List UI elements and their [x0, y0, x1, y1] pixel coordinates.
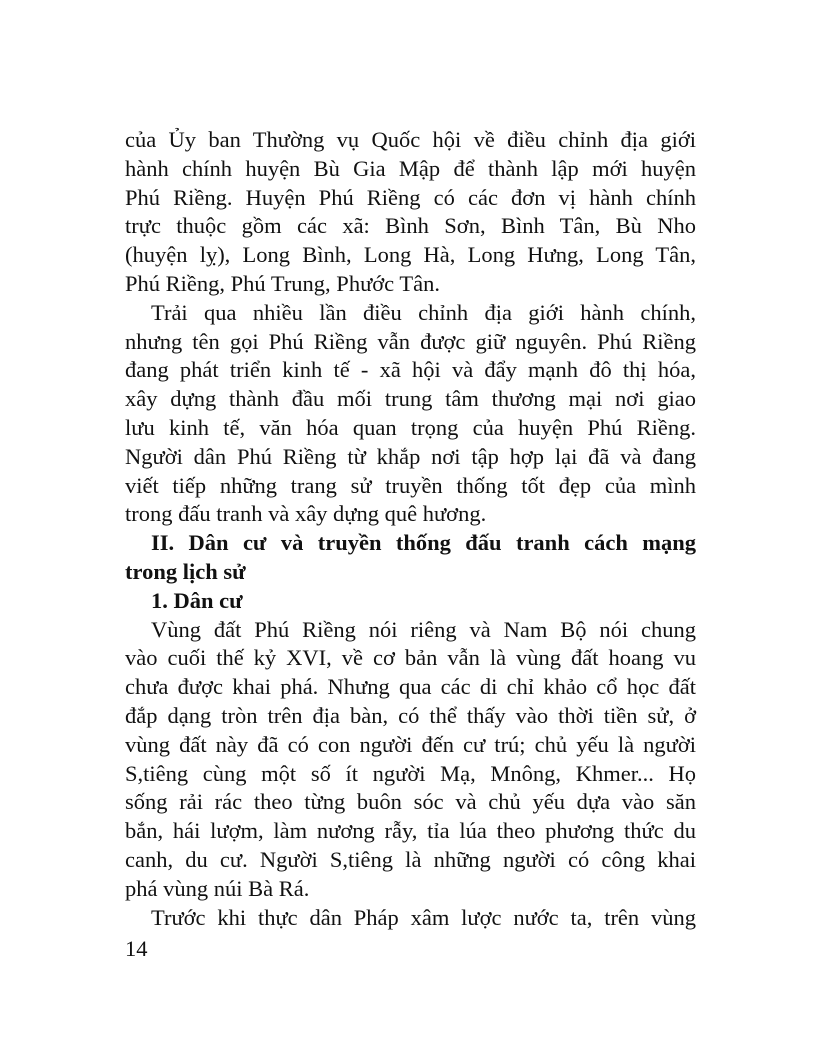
subsection-heading — [125, 587, 696, 616]
paragraph — [125, 126, 696, 299]
page-body — [125, 126, 696, 932]
text-line: Phú Riềng. Huyện Phú Riềng có các đơn vị hành chính — [125, 184, 696, 210]
paragraph — [125, 616, 696, 904]
text-line: đang phát triển kinh tế - xã hội và đẩy mạnh đô thị hóa, — [125, 357, 696, 383]
text-line: sống rải rác theo từng buôn sóc và chủ yếu dựa vào săn — [125, 789, 696, 815]
text-line: lưu kinh tế, văn hóa quan trọng của huyện Phú Riềng. — [125, 414, 696, 440]
text-line: bắn, hái lượm, làm nương rẫy, tỉa lúa theo phương thức du — [125, 818, 696, 844]
heading-line: II. Dân cư và truyền thống đấu tranh cách mạng — [151, 530, 696, 556]
text-line: vùng đất này đã có con người đến cư trú; chủ yếu là người — [125, 731, 696, 757]
text-line: xây dựng thành đầu mối trung tâm thương mại nơi giao — [125, 386, 696, 412]
text-line: trực thuộc gồm các xã: Bình Sơn, Bình Tân, Bù Nho — [125, 213, 696, 239]
heading-line: trong lịch sử — [125, 558, 246, 584]
text-line: phá vùng núi Bà Rá. — [125, 875, 310, 901]
page-number: 14 — [125, 936, 148, 961]
text-line: hành chính huyện Bù Gia Mập để thành lập mới huyện — [125, 155, 696, 181]
text-line: đắp dạng tròn trên địa bàn, có thể thấy vào thời tiền sử, ở — [125, 702, 696, 728]
text-line: S,tiêng cùng một số ít người Mạ, Mnông, Khmer... Họ — [125, 760, 696, 786]
text-line: Trải qua nhiều lần điều chỉnh địa giới hành chính, — [151, 299, 696, 325]
paragraph — [125, 299, 696, 529]
text-line: chưa được khai phá. Nhưng qua các di chỉ khảo cổ học đất — [125, 674, 696, 700]
text-line: viết tiếp những trang sử truyền thống tốt đẹp của mình — [125, 472, 696, 498]
text-line: Người dân Phú Riềng từ khắp nơi tập hợp lại đã và đang — [125, 443, 696, 469]
text-line: (huyện lỵ), Long Bình, Long Hà, Long Hưng, Long Tân, — [125, 242, 696, 268]
text-line: vào cuối thế kỷ XVI, về cơ bản vẫn là vùng đất hoang vu — [125, 645, 696, 671]
heading-line: 1. Dân cư — [151, 587, 243, 613]
text-line: canh, du cư. Người S,tiêng là những người có công khai — [125, 846, 696, 872]
text-line: nhưng tên gọi Phú Riềng vẫn được giữ nguyên. Phú Riềng — [125, 328, 696, 354]
paragraph — [125, 904, 696, 933]
text-line: Vùng đất Phú Riềng nói riêng và Nam Bộ nói chung — [151, 616, 696, 642]
text-line: của Ủy ban Thường vụ Quốc hội về điều chỉnh địa giới — [125, 127, 696, 152]
text-line: Phú Riềng, Phú Trung, Phước Tân. — [125, 270, 440, 296]
text-line: Trước khi thực dân Pháp xâm lược nước ta, trên vùng — [151, 904, 696, 930]
text-line: trong đấu tranh và xây dựng quê hương. — [125, 501, 487, 527]
section-heading — [125, 529, 696, 587]
